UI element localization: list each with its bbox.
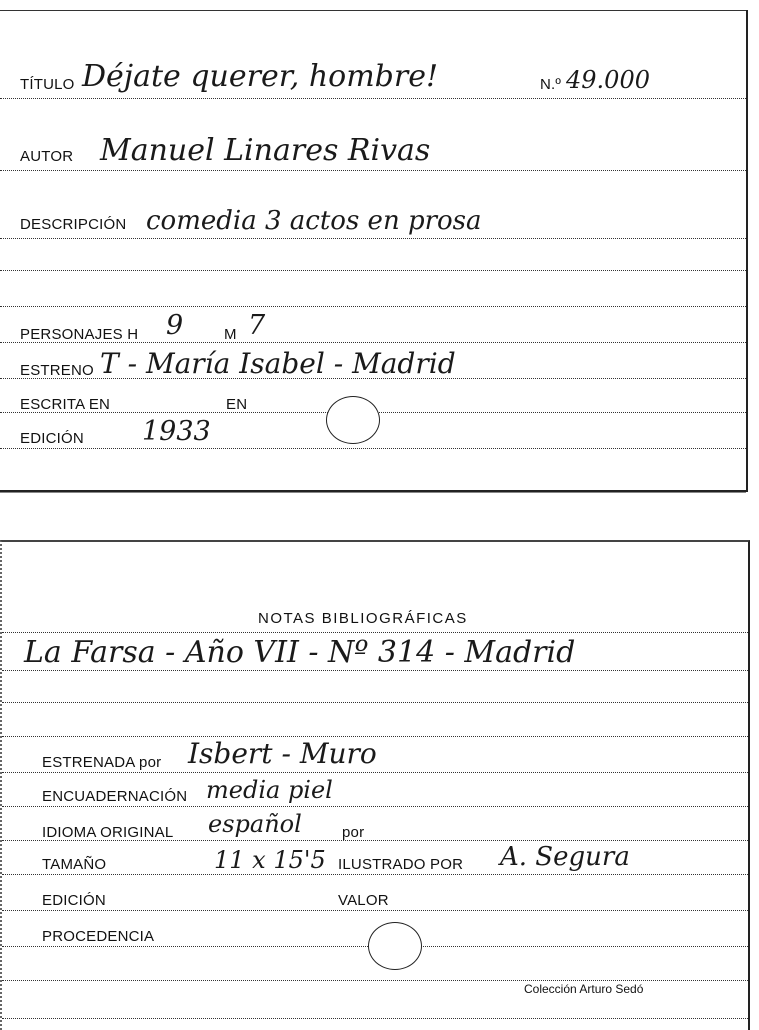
numero-value: 49.000	[566, 66, 650, 94]
rule-bottom-1	[2, 980, 748, 981]
notas-value: La Farsa - Año VII - Nº 314 - Madrid	[24, 635, 576, 670]
personajes-h-label: PERSONAJES H	[20, 326, 139, 343]
rule-idioma	[2, 840, 748, 841]
personajes-h-value: 9	[166, 310, 184, 341]
tamano-value: 11 x 15'5	[214, 846, 326, 874]
personajes-m-label: M	[224, 326, 237, 343]
punch-hole	[326, 396, 380, 444]
tamano-label: TAMAÑO	[42, 856, 107, 873]
edicion-label: EDICIÓN	[20, 430, 84, 447]
idioma-value: español	[208, 810, 302, 838]
edicion-value: 1933	[142, 416, 211, 447]
rule-edicion	[0, 448, 746, 449]
rule-autor	[0, 170, 746, 171]
rule-edicion2	[2, 910, 748, 911]
rule-estrenada	[2, 772, 748, 773]
idioma-label: IDIOMA ORIGINAL	[42, 824, 174, 841]
autor-label: AUTOR	[20, 148, 74, 165]
rule-tamano	[2, 874, 748, 875]
rule-blank-2	[0, 306, 746, 307]
rule-notas-2	[2, 670, 748, 671]
escrita-en2-label: EN	[226, 396, 248, 413]
rule-titulo	[0, 98, 746, 99]
estreno-label: ESTRENO	[20, 362, 94, 379]
notas-heading: NOTAS BIBLIOGRÁFICAS	[258, 610, 468, 627]
rule-notas-3	[2, 702, 748, 703]
encuadernacion-label: ENCUADERNACIÓN	[42, 788, 188, 805]
estrenada-value: Isbert - Muro	[188, 737, 377, 770]
rule-blank-1	[0, 270, 746, 271]
autor-value: Manuel Linares Rivas	[100, 133, 431, 168]
ilustrado-value: A. Segura	[500, 842, 630, 872]
edicion2-label: EDICIÓN	[42, 892, 106, 909]
card-separator	[0, 492, 746, 493]
rule-encuadernacion	[2, 806, 748, 807]
rule-notas-1	[2, 632, 748, 633]
escrita-en-label: ESCRITA EN	[20, 396, 111, 413]
personajes-m-value: 7	[248, 310, 266, 341]
catalog-card-bottom	[0, 540, 750, 1030]
idioma-por-label: por	[342, 824, 365, 841]
descripcion-value: comedia 3 actos en prosa	[146, 206, 482, 236]
descripcion-label: DESCRIPCIÓN	[20, 216, 127, 233]
rule-descripcion	[0, 238, 746, 239]
procedencia-label: PROCEDENCIA	[42, 928, 155, 945]
coleccion-label: Colección Arturo Sedó	[524, 982, 644, 996]
estrenada-label: ESTRENADA por	[42, 754, 162, 771]
top-rule	[0, 10, 746, 11]
punch-hole-2	[368, 922, 422, 970]
encuadernacion-value: media piel	[206, 776, 333, 804]
ilustrado-label: ILUSTRADO POR	[338, 856, 464, 873]
rule-bottom-2	[2, 1018, 748, 1019]
catalog-card-top	[0, 10, 748, 492]
valor-label: VALOR	[338, 892, 389, 909]
titulo-value: Déjate querer, hombre!	[82, 59, 439, 94]
titulo-label: TÍTULO	[20, 76, 75, 93]
numero-label: N.º	[540, 76, 562, 93]
estreno-value: T - María Isabel - Madrid	[100, 347, 456, 380]
